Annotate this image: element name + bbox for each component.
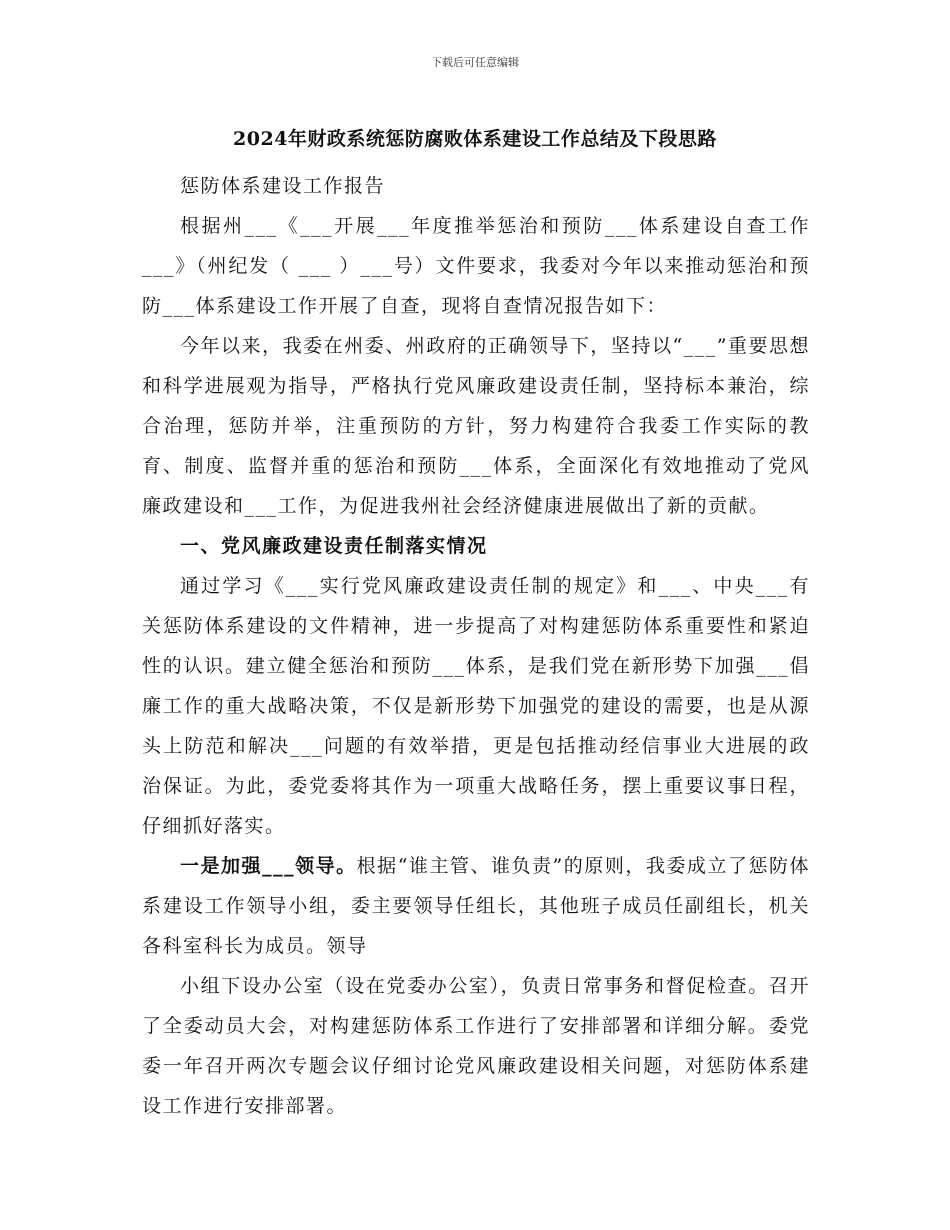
paragraph-5: 小组下设办公室（设在党委办公室），负责日常事务和督促检查。召开了全委动员大会，对构建惩防体系工作进行了安排部署和详细分解。委党委一年召开两次专题会议仔细讨论党风廉政建设相关问题，对惩防体系建设工作进行安排部署。 bbox=[142, 975, 810, 1117]
paragraph-4-lead: 一是加强___领导。 bbox=[180, 855, 357, 877]
document-body bbox=[142, 166, 810, 1126]
report-subtitle: 惩防体系建设工作报告 bbox=[180, 175, 386, 197]
page-header-note: 下载后可任意编辑 bbox=[431, 56, 519, 69]
paragraph-3: 通过学习《___实行党风廉政建设责任制的规定》和___、中央___有关惩防体系建设的文件精神，进一步提高了对构建惩防体系重要性和紧迫性的认识。建立健全惩治和预防___体系，是我们党在新形势下加强___倡廉工作的重大战略决策，不仅是新形势下加强党的建设的需要，也是从源头上防范和解决___问题的有效举措，更是包括推动经信事业大进展的政治保证。为此，委党委将其作为一项重大战略任务，摆上重要议事日程，仔细抓好落实。 bbox=[142, 575, 810, 837]
document-title: 2024年财政系统惩防腐败体系建设工作总结及下段思路 bbox=[233, 128, 717, 150]
paragraph-2: 今年以来，我委在州委、州政府的正确领导下，坚持以“___”重要思想和科学进展观为指导，严格执行党风廉政建设责任制，坚持标本兼治，综合治理，惩防并举，注重预防的方针，努力构建符合我委工作实际的教育、制度、监督并重的惩治和预防___体系，全面深化有效地推动了党风廉政建设和___工作，为促进我州社会经济健康进展做出了新的贡献。 bbox=[142, 335, 810, 517]
paragraph-4 bbox=[142, 846, 810, 966]
paragraph-1: 根据州___《___开展___年度推举惩治和预防___体系建设自查工作___》（州纪发（ ___ ）___号）文件要求，我委对今年以来推动惩治和预防___体系建设工作开展了自查，现将自查情况报告如下： bbox=[142, 215, 810, 317]
paragraph-4-text: 根据“谁主管、谁负责”的原则，我委成立了惩防体系建设工作领导小组，委主要领导任组长，其他班子成员任副组长，机关各科室科长为成员。领导 bbox=[142, 855, 810, 957]
section-heading-1: 一、党风廉政建设责任制落实情况 bbox=[180, 535, 488, 557]
